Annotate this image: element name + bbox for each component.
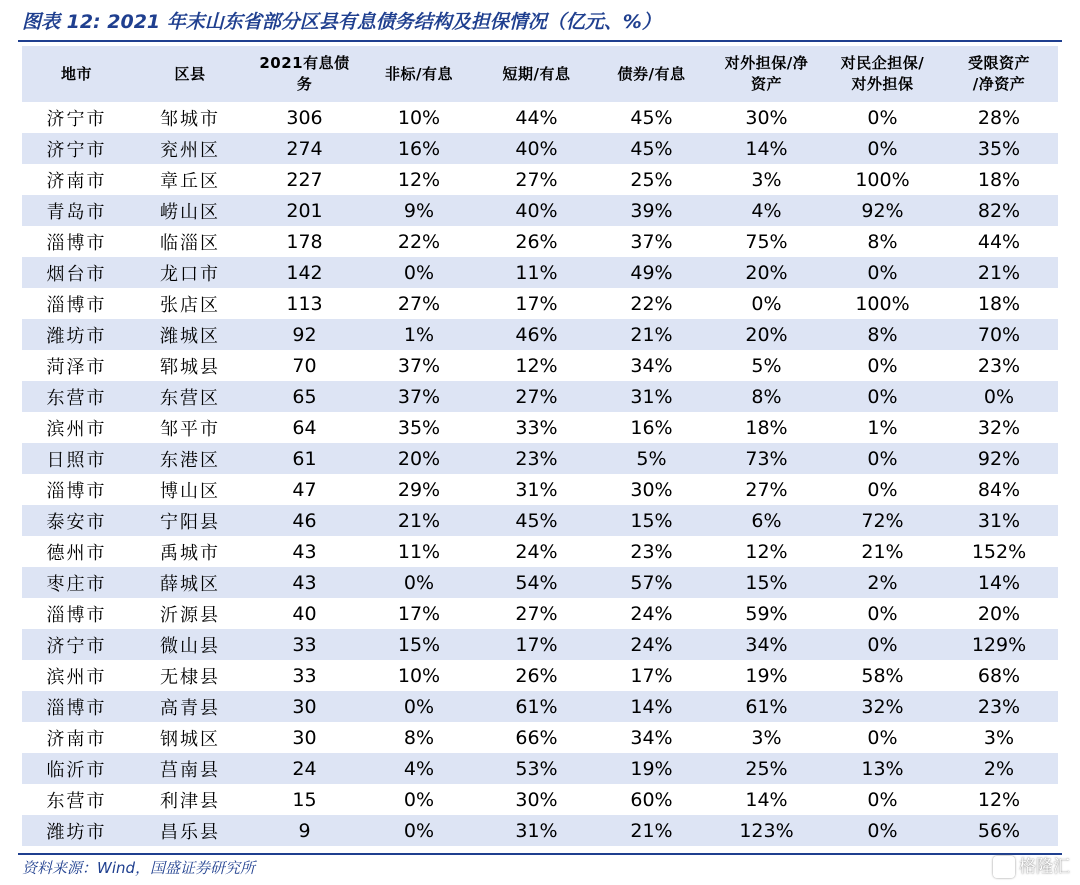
district-cell: 章丘区 bbox=[160, 170, 220, 192]
city-cell: 德州市 bbox=[46, 542, 107, 564]
district-cell: 钢城区 bbox=[160, 728, 220, 750]
value-cell: 19% bbox=[595, 753, 708, 784]
column-header-line: 对外担保 bbox=[851, 75, 914, 93]
value-cell: 29% bbox=[397, 478, 441, 501]
value-cell: 47 bbox=[292, 478, 317, 501]
value-cell: 8% bbox=[825, 319, 940, 350]
value-cell: 5% bbox=[751, 354, 782, 377]
value-cell: 14% bbox=[940, 567, 1058, 598]
value-cell: 0% bbox=[867, 106, 898, 129]
district-cell: 高青县 bbox=[131, 691, 249, 722]
value-cell: 17% bbox=[515, 292, 558, 315]
value-cell: 22% bbox=[630, 292, 673, 315]
value-cell: 16% bbox=[630, 416, 673, 439]
column-header bbox=[360, 46, 478, 102]
value-cell: 27% bbox=[515, 168, 558, 191]
table-row bbox=[22, 164, 1058, 195]
value-cell: 35% bbox=[940, 133, 1058, 164]
value-cell: 0% bbox=[360, 691, 478, 722]
value-cell: 60% bbox=[630, 788, 673, 811]
value-cell: 17% bbox=[630, 664, 673, 687]
value-cell: 11% bbox=[478, 257, 595, 288]
debt-structure-table bbox=[22, 46, 1058, 846]
district-cell: 龙口市 bbox=[131, 257, 249, 288]
city-cell: 淄博市 bbox=[46, 294, 107, 316]
value-cell: 65 bbox=[249, 381, 360, 412]
value-cell: 54% bbox=[478, 567, 595, 598]
value-cell: 12% bbox=[397, 168, 441, 191]
value-cell: 21% bbox=[360, 505, 478, 536]
value-cell: 15% bbox=[708, 567, 825, 598]
value-cell: 0% bbox=[360, 257, 478, 288]
value-cell: 92% bbox=[825, 195, 940, 226]
value-cell: 0% bbox=[751, 292, 782, 315]
value-cell: 43 bbox=[292, 540, 317, 563]
value-cell: 123% bbox=[708, 815, 825, 846]
value-cell: 1% bbox=[867, 416, 898, 439]
column-header-line: 对民企担保/ bbox=[840, 54, 925, 72]
value-cell: 3% bbox=[983, 726, 1015, 749]
value-cell: 32% bbox=[825, 691, 940, 722]
value-cell: 30 bbox=[249, 691, 360, 722]
watermark-logo-icon bbox=[993, 856, 1015, 878]
value-cell: 0% bbox=[867, 354, 898, 377]
city-cell: 淄博市 bbox=[46, 604, 107, 626]
value-cell: 113 bbox=[286, 292, 323, 315]
value-cell: 70% bbox=[940, 319, 1058, 350]
table-row bbox=[22, 815, 1058, 846]
value-cell: 61 bbox=[249, 443, 360, 474]
value-cell: 31% bbox=[940, 505, 1058, 536]
value-cell: 45% bbox=[595, 133, 708, 164]
city-cell: 滨州市 bbox=[46, 418, 107, 440]
table-row bbox=[22, 598, 1058, 629]
table-row bbox=[22, 226, 1058, 257]
value-cell: 66% bbox=[515, 726, 558, 749]
city-cell: 潍坊市 bbox=[22, 319, 131, 350]
value-cell: 0% bbox=[867, 478, 898, 501]
value-cell: 0% bbox=[867, 602, 898, 625]
value-cell: 23% bbox=[940, 691, 1058, 722]
city-cell: 济南市 bbox=[46, 170, 107, 192]
value-cell: 6% bbox=[708, 505, 825, 536]
district-cell: 利津县 bbox=[160, 790, 220, 812]
value-cell: 33 bbox=[292, 664, 317, 687]
column-header-line: 地市 bbox=[60, 64, 92, 83]
table-row bbox=[22, 660, 1058, 691]
table-row bbox=[22, 288, 1058, 319]
column-header-line: 资产 bbox=[750, 75, 782, 93]
value-cell: 21% bbox=[861, 540, 904, 563]
value-cell: 30% bbox=[745, 106, 788, 129]
value-cell: 31% bbox=[478, 815, 595, 846]
city-cell: 滨州市 bbox=[46, 666, 107, 688]
value-cell: 59% bbox=[745, 602, 788, 625]
table-row bbox=[22, 536, 1058, 567]
value-cell: 2% bbox=[940, 753, 1058, 784]
watermark bbox=[993, 852, 1070, 882]
value-cell: 8% bbox=[708, 381, 825, 412]
district-cell: 兖州区 bbox=[131, 133, 249, 164]
value-cell: 24 bbox=[249, 753, 360, 784]
column-header-line: 受限资产 bbox=[967, 54, 1030, 72]
value-cell: 227 bbox=[286, 168, 323, 191]
table-row bbox=[22, 691, 1058, 722]
value-cell: 56% bbox=[940, 815, 1058, 846]
value-cell: 49% bbox=[595, 257, 708, 288]
value-cell: 37% bbox=[397, 354, 441, 377]
district-cell: 莒南县 bbox=[131, 753, 249, 784]
value-cell: 100% bbox=[855, 292, 910, 315]
column-header-line: 务 bbox=[296, 75, 313, 93]
value-cell: 14% bbox=[708, 133, 825, 164]
value-cell: 10% bbox=[397, 664, 441, 687]
district-cell: 东港区 bbox=[131, 443, 249, 474]
value-cell: 20% bbox=[708, 257, 825, 288]
table-row bbox=[22, 102, 1058, 133]
value-cell: 129% bbox=[940, 629, 1058, 660]
column-header-line: 非标/有息 bbox=[385, 64, 453, 83]
value-cell: 4% bbox=[708, 195, 825, 226]
value-cell: 30% bbox=[630, 478, 673, 501]
figure-title: 图表 12: 2021 年末山东省部分区县有息债务结构及担保情况（亿元、%） bbox=[22, 11, 661, 33]
value-cell: 30 bbox=[292, 726, 317, 749]
value-cell: 20% bbox=[977, 602, 1021, 625]
city-cell: 临沂市 bbox=[22, 753, 131, 784]
city-cell: 青岛市 bbox=[22, 195, 131, 226]
value-cell: 201 bbox=[249, 195, 360, 226]
table-row bbox=[22, 753, 1058, 784]
value-cell: 21% bbox=[595, 319, 708, 350]
value-cell: 23% bbox=[630, 540, 673, 563]
value-cell: 0% bbox=[825, 629, 940, 660]
watermark-text: 格隆汇 bbox=[1019, 857, 1070, 877]
value-cell: 0% bbox=[867, 788, 898, 811]
district-cell: 邹城市 bbox=[160, 108, 220, 130]
value-cell: 34% bbox=[630, 726, 673, 749]
value-cell: 14% bbox=[745, 788, 788, 811]
city-cell: 东营市 bbox=[46, 790, 107, 812]
value-cell: 27% bbox=[478, 381, 595, 412]
value-cell: 82% bbox=[940, 195, 1058, 226]
value-cell: 15 bbox=[292, 788, 317, 811]
value-cell: 15% bbox=[595, 505, 708, 536]
column-header bbox=[478, 46, 595, 102]
value-cell: 84% bbox=[977, 478, 1021, 501]
value-cell: 18% bbox=[977, 292, 1021, 315]
value-cell: 39% bbox=[595, 195, 708, 226]
value-cell: 46 bbox=[249, 505, 360, 536]
district-cell: 博山区 bbox=[160, 480, 220, 502]
value-cell: 72% bbox=[825, 505, 940, 536]
value-cell: 0% bbox=[825, 257, 940, 288]
value-cell: 31% bbox=[515, 478, 558, 501]
value-cell: 0% bbox=[360, 815, 478, 846]
city-cell: 日照市 bbox=[22, 443, 131, 474]
value-cell: 0% bbox=[867, 726, 898, 749]
district-cell: 禹城市 bbox=[160, 542, 220, 564]
value-cell: 27% bbox=[397, 292, 441, 315]
value-cell: 33% bbox=[515, 416, 558, 439]
value-cell: 142 bbox=[249, 257, 360, 288]
table-row bbox=[22, 443, 1058, 474]
table-row bbox=[22, 381, 1058, 412]
value-cell: 0% bbox=[825, 443, 940, 474]
table-row bbox=[22, 784, 1058, 815]
value-cell: 4% bbox=[360, 753, 478, 784]
table-body bbox=[22, 102, 1058, 846]
value-cell: 5% bbox=[595, 443, 708, 474]
value-cell: 16% bbox=[360, 133, 478, 164]
value-cell: 37% bbox=[360, 381, 478, 412]
value-cell: 274 bbox=[249, 133, 360, 164]
value-cell: 32% bbox=[977, 416, 1021, 439]
value-cell: 152% bbox=[971, 540, 1027, 563]
district-cell: 邹平市 bbox=[160, 418, 220, 440]
value-cell: 23% bbox=[478, 443, 595, 474]
value-cell: 61% bbox=[708, 691, 825, 722]
city-cell: 济宁市 bbox=[22, 629, 131, 660]
value-cell: 19% bbox=[745, 664, 788, 687]
value-cell: 40 bbox=[292, 602, 317, 625]
city-cell: 枣庄市 bbox=[22, 567, 131, 598]
value-cell: 34% bbox=[630, 354, 673, 377]
value-cell: 28% bbox=[977, 106, 1021, 129]
value-cell: 0% bbox=[403, 788, 435, 811]
table-row bbox=[22, 629, 1058, 660]
district-cell: 宁阳县 bbox=[131, 505, 249, 536]
column-header-line: 短期/有息 bbox=[502, 64, 571, 83]
value-cell: 3% bbox=[751, 726, 782, 749]
value-cell: 8% bbox=[403, 726, 435, 749]
value-cell: 43 bbox=[249, 567, 360, 598]
value-cell: 13% bbox=[825, 753, 940, 784]
value-cell: 17% bbox=[478, 629, 595, 660]
value-cell: 92% bbox=[940, 443, 1058, 474]
value-cell: 25% bbox=[708, 753, 825, 784]
city-cell: 潍坊市 bbox=[22, 815, 131, 846]
value-cell: 53% bbox=[478, 753, 595, 784]
value-cell: 75% bbox=[745, 230, 788, 253]
value-cell: 40% bbox=[478, 195, 595, 226]
value-cell: 100% bbox=[855, 168, 910, 191]
column-header bbox=[825, 46, 940, 102]
value-cell: 2% bbox=[825, 567, 940, 598]
city-cell: 淄博市 bbox=[46, 480, 107, 502]
value-cell: 33 bbox=[249, 629, 360, 660]
city-cell: 东营市 bbox=[22, 381, 131, 412]
value-cell: 34% bbox=[708, 629, 825, 660]
district-cell: 无棣县 bbox=[160, 666, 220, 688]
column-header bbox=[595, 46, 708, 102]
value-cell: 12% bbox=[977, 788, 1021, 811]
district-cell: 微山县 bbox=[131, 629, 249, 660]
value-cell: 0% bbox=[360, 567, 478, 598]
value-cell: 58% bbox=[861, 664, 904, 687]
value-cell: 26% bbox=[515, 230, 558, 253]
column-header bbox=[708, 46, 825, 102]
district-cell: 郓城县 bbox=[160, 356, 220, 378]
value-cell: 21% bbox=[940, 257, 1058, 288]
column-header-line: 债券/有息 bbox=[617, 64, 686, 83]
district-cell: 崂山区 bbox=[131, 195, 249, 226]
value-cell: 68% bbox=[977, 664, 1021, 687]
value-cell: 8% bbox=[867, 230, 898, 253]
value-cell: 9 bbox=[249, 815, 360, 846]
column-header-line: /净资产 bbox=[972, 75, 1026, 93]
value-cell: 23% bbox=[977, 354, 1021, 377]
value-cell: 0% bbox=[940, 381, 1058, 412]
column-header-line: 对外担保/净 bbox=[724, 54, 809, 72]
value-cell: 45% bbox=[630, 106, 673, 129]
table-row bbox=[22, 257, 1058, 288]
value-cell: 0% bbox=[825, 133, 940, 164]
city-cell: 泰安市 bbox=[22, 505, 131, 536]
value-cell: 44% bbox=[977, 230, 1021, 253]
value-cell: 24% bbox=[595, 629, 708, 660]
value-cell: 10% bbox=[397, 106, 441, 129]
district-cell: 东营区 bbox=[131, 381, 249, 412]
value-cell: 0% bbox=[825, 381, 940, 412]
table-row bbox=[22, 319, 1058, 350]
value-cell: 18% bbox=[745, 416, 788, 439]
value-cell: 178 bbox=[286, 230, 323, 253]
value-cell: 306 bbox=[286, 106, 323, 129]
table-row bbox=[22, 505, 1058, 536]
value-cell: 22% bbox=[397, 230, 441, 253]
table-row bbox=[22, 567, 1058, 598]
table-row bbox=[22, 412, 1058, 443]
value-cell: 57% bbox=[595, 567, 708, 598]
district-cell: 张店区 bbox=[160, 294, 220, 316]
value-cell: 9% bbox=[360, 195, 478, 226]
value-cell: 26% bbox=[515, 664, 558, 687]
value-cell: 24% bbox=[515, 540, 558, 563]
table-row bbox=[22, 722, 1058, 753]
value-cell: 25% bbox=[630, 168, 673, 191]
value-cell: 70 bbox=[292, 354, 317, 377]
value-cell: 40% bbox=[478, 133, 595, 164]
value-cell: 20% bbox=[708, 319, 825, 350]
table-row bbox=[22, 350, 1058, 381]
district-cell: 潍城区 bbox=[131, 319, 249, 350]
value-cell: 20% bbox=[360, 443, 478, 474]
bottom-rule bbox=[18, 853, 1062, 855]
value-cell: 21% bbox=[595, 815, 708, 846]
value-cell: 24% bbox=[630, 602, 673, 625]
district-cell: 沂源县 bbox=[160, 604, 220, 626]
column-header bbox=[131, 46, 249, 102]
value-cell: 11% bbox=[397, 540, 441, 563]
value-cell: 46% bbox=[478, 319, 595, 350]
district-cell: 薛城区 bbox=[131, 567, 249, 598]
value-cell: 35% bbox=[397, 416, 441, 439]
table-row bbox=[22, 474, 1058, 505]
value-cell: 64 bbox=[292, 416, 317, 439]
column-header-line: 2021有息债 bbox=[259, 54, 350, 72]
value-cell: 73% bbox=[708, 443, 825, 474]
table-row bbox=[22, 195, 1058, 226]
table-row bbox=[22, 133, 1058, 164]
value-cell: 92 bbox=[249, 319, 360, 350]
source-note: 资料来源：Wind，国盛证券研究所 bbox=[22, 859, 256, 877]
city-cell: 淄博市 bbox=[46, 232, 107, 254]
column-header bbox=[940, 46, 1058, 102]
value-cell: 27% bbox=[745, 478, 788, 501]
value-cell: 1% bbox=[360, 319, 478, 350]
city-cell: 菏泽市 bbox=[46, 356, 107, 378]
table-header-row bbox=[22, 46, 1058, 102]
value-cell: 17% bbox=[397, 602, 441, 625]
value-cell: 31% bbox=[595, 381, 708, 412]
column-header bbox=[22, 46, 131, 102]
value-cell: 15% bbox=[360, 629, 478, 660]
value-cell: 12% bbox=[745, 540, 788, 563]
value-cell: 0% bbox=[825, 815, 940, 846]
value-cell: 45% bbox=[478, 505, 595, 536]
value-cell: 27% bbox=[515, 602, 558, 625]
top-rule bbox=[18, 40, 1062, 42]
value-cell: 18% bbox=[977, 168, 1021, 191]
city-cell: 淄博市 bbox=[22, 691, 131, 722]
column-header-line: 区县 bbox=[174, 64, 206, 83]
city-cell: 济南市 bbox=[46, 728, 107, 750]
value-cell: 37% bbox=[630, 230, 673, 253]
district-cell: 昌乐县 bbox=[131, 815, 249, 846]
value-cell: 44% bbox=[515, 106, 558, 129]
value-cell: 30% bbox=[515, 788, 558, 811]
value-cell: 3% bbox=[751, 168, 782, 191]
city-cell: 济宁市 bbox=[46, 108, 107, 130]
value-cell: 12% bbox=[515, 354, 558, 377]
value-cell: 61% bbox=[478, 691, 595, 722]
column-header bbox=[249, 46, 360, 102]
city-cell: 济宁市 bbox=[22, 133, 131, 164]
city-cell: 烟台市 bbox=[22, 257, 131, 288]
district-cell: 临淄区 bbox=[160, 232, 220, 254]
value-cell: 14% bbox=[595, 691, 708, 722]
